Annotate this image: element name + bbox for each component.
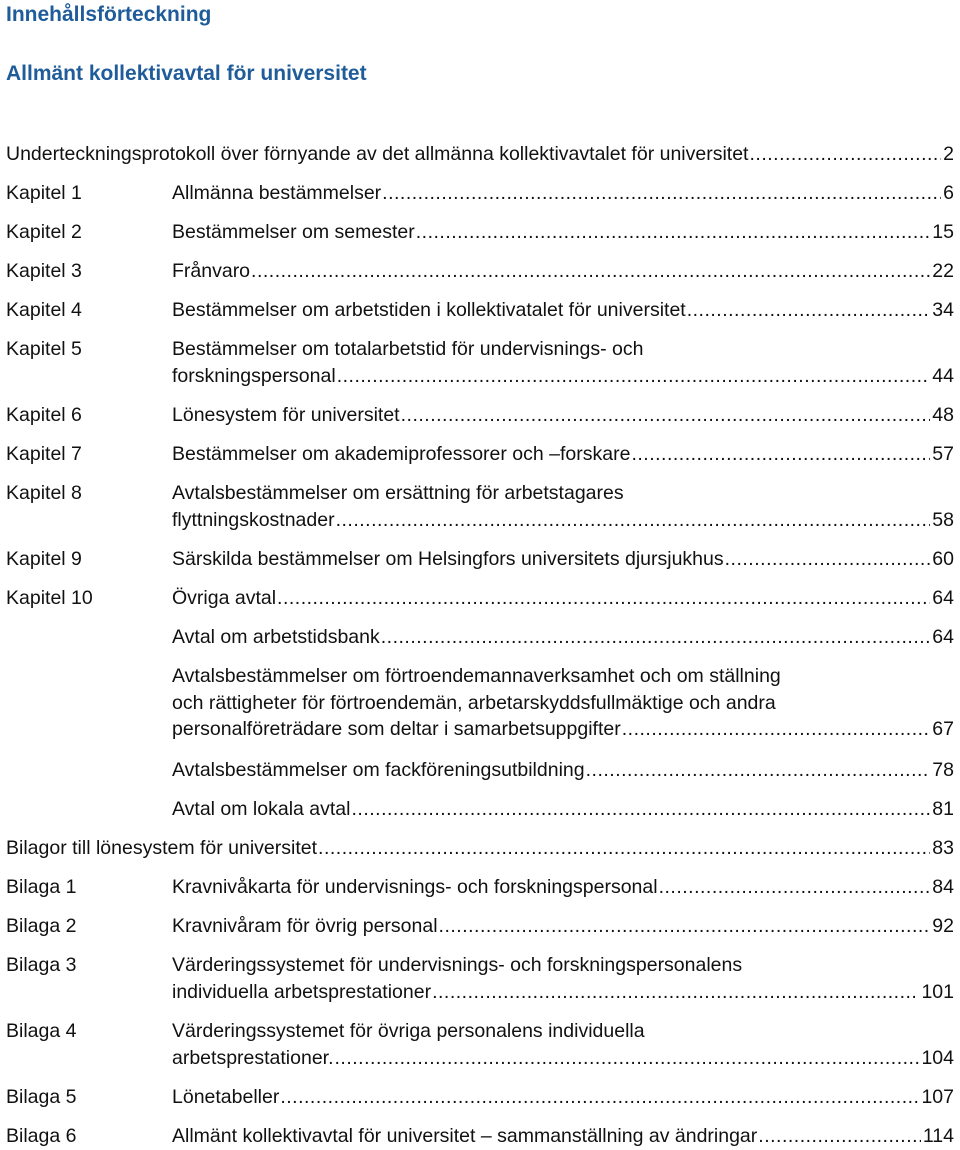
toc-entry-page-number: 58	[932, 508, 954, 531]
toc-entry-page-number: 2	[943, 143, 954, 165]
toc-entry-label: Kapitel 3	[6, 260, 82, 282]
dot-leader	[382, 180, 941, 207]
toc-entry-title-line: Frånvaro	[172, 260, 251, 282]
toc-entry-page-number: 84	[932, 876, 954, 898]
toc-entry-label: Kapitel 10	[6, 587, 93, 609]
dot-leader	[251, 258, 930, 285]
toc-entry-title-line: forskningspersonal	[172, 364, 336, 387]
toc-entry-label: Kapitel 9	[6, 548, 82, 570]
toc-entry[interactable]	[6, 219, 954, 246]
dot-leader	[659, 874, 931, 901]
toc-entry-page-number: 83	[932, 837, 954, 859]
toc-entry-label: Bilaga 5	[6, 1086, 77, 1108]
toc-entry-page-number: 57	[932, 443, 954, 465]
toc-entry-title-line: Kravnivåkarta för undervisnings- och forskningspersonal	[172, 876, 658, 898]
toc-entry-title-line: Bestämmelser om arbetstiden i kollektivatalet för universitet	[172, 299, 686, 321]
toc-entry-page-number: 34	[932, 299, 954, 321]
toc-entry-title-line: Avtalsbestämmelser om förtroendemannaverksamhet och om ställning	[172, 665, 781, 687]
dot-leader	[381, 624, 931, 651]
toc-entry-title-line: Allmänna bestämmelser	[172, 182, 382, 204]
toc-entry-title-line: individuella arbetsprestationer	[172, 980, 432, 1003]
toc-entry-label: Kapitel 6	[6, 404, 82, 426]
toc-entry-title-line: Övriga avtal	[172, 587, 277, 609]
toc-entry-title-line: och rättigheter för förtroendemän, arbetarskyddsfullmäktige och andra	[172, 691, 776, 714]
toc-entry-page-number: 64	[932, 626, 954, 648]
dot-leader	[416, 219, 931, 246]
toc-entry[interactable]	[6, 952, 954, 1005]
toc-entry-title-line: Avtalsbestämmelser om ersättning för arbetstagares	[172, 482, 624, 504]
toc-entry[interactable]	[6, 796, 954, 823]
toc-title: Innehållsförteckning	[6, 3, 212, 26]
toc-entry-title-line: Underteckningsprotokoll över förnyande av det allmänna kollektivavtalet för universitet	[6, 143, 749, 165]
toc-entry-page-number: 6	[943, 182, 954, 204]
toc-entry-title-line: Lönetabeller	[172, 1086, 280, 1108]
dot-leader	[758, 1123, 921, 1150]
toc-entry-label: Bilaga 1	[6, 876, 77, 898]
toc-entry-label: Kapitel 1	[6, 182, 82, 204]
toc-entry[interactable]	[6, 402, 954, 429]
dot-leader	[631, 441, 930, 468]
toc-entry-title-line: Värderingssystemet för övriga personalens individuella	[172, 1020, 645, 1042]
agreement-title: Allmänt kollektivavtal för universitet	[6, 62, 367, 85]
toc-entry-page-number: 78	[932, 759, 954, 781]
toc-entry-page-number: 64	[932, 587, 954, 609]
dot-leader	[351, 796, 930, 823]
toc-entry-page-number: 92	[932, 915, 954, 937]
toc-entry-label: Bilaga 6	[6, 1125, 77, 1147]
dot-leader	[687, 297, 931, 324]
toc-entry[interactable]	[6, 441, 954, 468]
toc-entry-title-line: Värderingssystemet för undervisnings- och forskningspersonalens	[172, 954, 743, 976]
toc-entry-title-line: arbetsprestationer.	[172, 1046, 334, 1069]
toc-entry[interactable]	[6, 757, 954, 784]
toc-entry-title-line: personalföreträdare som deltar i samarbetsuppgifter	[172, 718, 621, 740]
toc-entry-title-line: flyttningskostnader	[172, 508, 335, 531]
toc-entry[interactable]	[6, 297, 954, 324]
dot-leader	[586, 757, 931, 784]
toc-entry-title-line: Avtalsbestämmelser om fackföreningsutbildning	[172, 759, 585, 781]
dot-leader	[335, 1045, 920, 1072]
toc-entry[interactable]	[6, 336, 954, 389]
dot-leader	[336, 507, 931, 534]
toc-entry-page-number: 44	[932, 364, 954, 387]
toc-entry-title-line: Bestämmelser om totalarbetstid för undervisnings- och	[172, 338, 644, 360]
toc-entry-page-number: 60	[932, 548, 954, 570]
toc-entry-label: Kapitel 8	[6, 482, 82, 504]
toc-entry-title-line: Bilagor till lönesystem för universitet	[6, 837, 318, 859]
dot-leader	[622, 716, 931, 743]
toc-entry-page-number: 101	[921, 980, 954, 1003]
toc-entry-title-line: Bestämmelser om semester	[172, 221, 415, 243]
toc-entry-page-number: 107	[921, 1086, 954, 1108]
toc-entry[interactable]	[6, 480, 954, 533]
toc-entry-label: Kapitel 2	[6, 221, 82, 243]
dot-leader	[401, 402, 931, 429]
toc-entry-title-line: Lönesystem för universitet	[172, 404, 400, 426]
toc-entry-page-number: 81	[932, 798, 954, 820]
toc-entry[interactable]	[6, 874, 954, 901]
dot-leader	[337, 363, 931, 390]
toc-entry[interactable]	[6, 913, 954, 940]
toc-entry[interactable]	[6, 546, 954, 573]
toc-entry-page-number: 114	[922, 1125, 954, 1147]
toc-entry[interactable]	[6, 835, 954, 862]
toc-entry[interactable]	[6, 1018, 954, 1071]
toc-entry[interactable]	[6, 1123, 954, 1150]
dot-leader	[725, 546, 931, 573]
toc-entry-title-line: Bestämmelser om akademiprofessorer och –forskare	[172, 443, 631, 465]
toc-entry-title-line: Avtal om lokala avtal	[172, 798, 351, 820]
dot-leader	[277, 585, 930, 612]
dot-leader	[318, 835, 930, 862]
toc-entry-page-number: 104	[921, 1046, 954, 1069]
toc-entry[interactable]	[6, 141, 954, 168]
toc-entry[interactable]	[6, 624, 954, 651]
toc-entry-page-number: 67	[932, 718, 954, 740]
dot-leader	[749, 141, 941, 168]
toc-entry-title-line: Allmänt kollektivavtal för universitet – sammanställning av ändringar	[172, 1125, 758, 1147]
toc-entry[interactable]	[6, 258, 954, 285]
toc-entry-title-line: Avtal om arbetstidsbank	[172, 626, 380, 648]
toc-entry[interactable]	[6, 1084, 954, 1111]
dot-leader	[432, 979, 919, 1006]
toc-entry-label: Kapitel 4	[6, 299, 82, 321]
toc-entry[interactable]	[6, 663, 954, 743]
toc-entry-page-number: 15	[932, 221, 954, 243]
dot-leader	[280, 1084, 919, 1111]
toc-entry-label: Bilaga 3	[6, 954, 77, 976]
toc-entry[interactable]	[6, 180, 954, 207]
toc-entry-title-line: Särskilda bestämmelser om Helsingfors universitets djursjukhus	[172, 548, 724, 570]
toc-entry-title-line: Kravnivåram för övrig personal	[172, 915, 438, 937]
dot-leader	[439, 913, 931, 940]
toc-entry-page-number: 22	[932, 260, 954, 282]
toc-entry-label: Bilaga 4	[6, 1020, 77, 1042]
toc-entry-label: Kapitel 7	[6, 443, 82, 465]
toc-entry-label: Bilaga 2	[6, 915, 77, 937]
toc-entry-label: Kapitel 5	[6, 338, 82, 360]
toc-entry-page-number: 48	[932, 404, 954, 426]
toc-entry[interactable]	[6, 585, 954, 612]
